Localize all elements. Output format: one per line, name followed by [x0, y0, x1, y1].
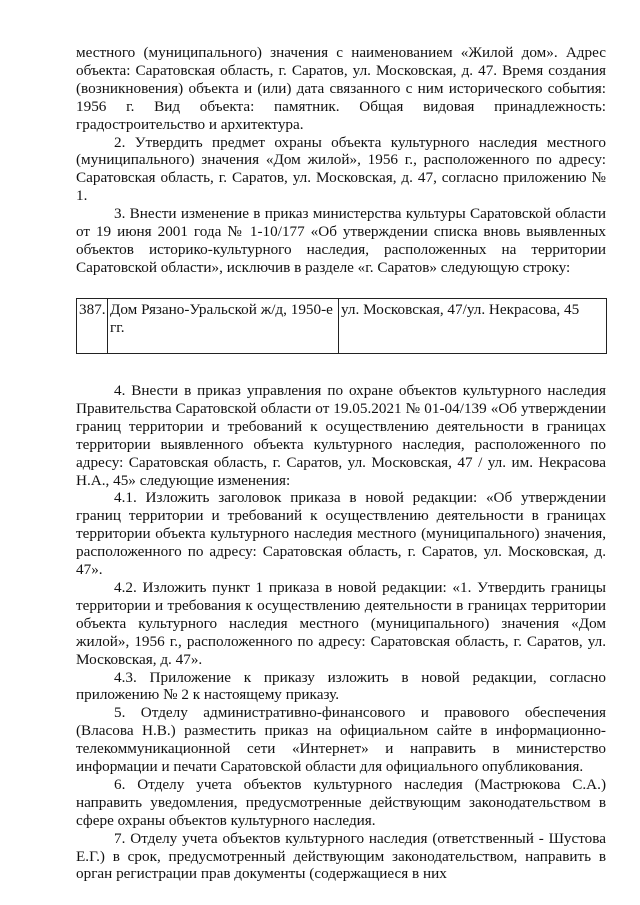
paragraph-item-4-3: 4.3. Приложение к приказу изложить в новой редакции, согласно приложению № 2 к настоящему приказу. — [76, 668, 606, 704]
paragraph-item-7: 7. Отделу учета объектов культурного наследия (ответственный - Шустова Е.Г.) в срок, предусмотренный действующим законодательством, направить в орган регистрации прав документы (содержащиеся в них — [76, 829, 606, 883]
table-cell-number: 387. — [77, 299, 108, 354]
excluded-row-table-wrap — [76, 298, 607, 354]
table-cell-address: ул. Московская, 47/ул. Некрасова, 45 — [339, 299, 607, 354]
document-text-top — [76, 44, 606, 277]
document-text-bottom — [76, 382, 606, 883]
paragraph-item-4-2: 4.2. Изложить пункт 1 приказа в новой редакции: «1. Утвердить границы территории и требования к осуществлению деятельности в границах территории объекта культурного наследия местного (муниципального) значения «Дом жилой», 1956 г., расположенного по адресу: Саратовская область, г. Саратов, ул. Московская, д. 47». — [76, 578, 606, 668]
paragraph-item-3: 3. Внести изменение в приказ министерства культуры Саратовской области от 19 июня 2001 года № 1-10/177 «Об утверждении списка вновь выявленных объектов историко-культурного наследия, расположенных на территории Саратовской области», исключив в разделе «г. Саратов» следующую строку: — [76, 205, 606, 276]
table-cell-name: Дом Рязано-Уральской ж/д, 1950-е гг. — [108, 299, 339, 354]
paragraph-item-4-1: 4.1. Изложить заголовок приказа в новой редакции: «Об утверждении границ территории и требований к осуществлению деятельности в границах территории объекта культурного наследия местного (муниципального) значения, расположенного по адресу: Саратовская область, г. Саратов, ул. Московская, д. 47». — [76, 489, 606, 579]
paragraph-object-description: местного (муниципального) значения с наименованием «Жилой дом». Адрес объекта: Саратовская область, г. Саратов, ул. Московская, д. 47. Время создания (возникновения) объекта и (или) дата связанного с ним исторического события: 1956 г. Вид объекта: памятник. Общая видовая принадлежность: градостроительство и архитектура. — [76, 44, 606, 133]
paragraph-item-2: 2. Утвердить предмет охраны объекта культурного наследия местного (муниципального) значения «Дом жилой», 1956 г., расположенного по адресу: Саратовская область, г. Саратов, ул. Московская, д. 47, согласно приложению № 1. — [76, 133, 606, 205]
table-row — [77, 299, 607, 354]
paragraph-item-6: 6. Отделу учета объектов культурного наследия (Мастрюкова С.А.) направить уведомления, предусмотренные действующим законодательством в сфере охраны объектов культурного наследия. — [76, 775, 606, 829]
paragraph-item-4: 4. Внести в приказ управления по охране объектов культурного наследия Правительства Саратовской области от 19.05.2021 № 01-04/139 «Об утверждении границ территории и требований к осуществлению деятельности в границах территории выявленного объекта культурного наследия, расположенного по адресу: Саратовская область, г. Саратов, ул. Московская, 47 / ул. им. Некрасова Н.А., 45» следующие изменения: — [76, 382, 606, 489]
excluded-row-table — [76, 298, 607, 354]
paragraph-item-5: 5. Отделу административно-финансового и правового обеспечения (Власова Н.В.) разместить приказ на официальном сайте в информационно-телекоммуникационной сети «Интернет» и направить в министерство информации и печати Саратовской области для официального опубликования. — [76, 704, 606, 776]
